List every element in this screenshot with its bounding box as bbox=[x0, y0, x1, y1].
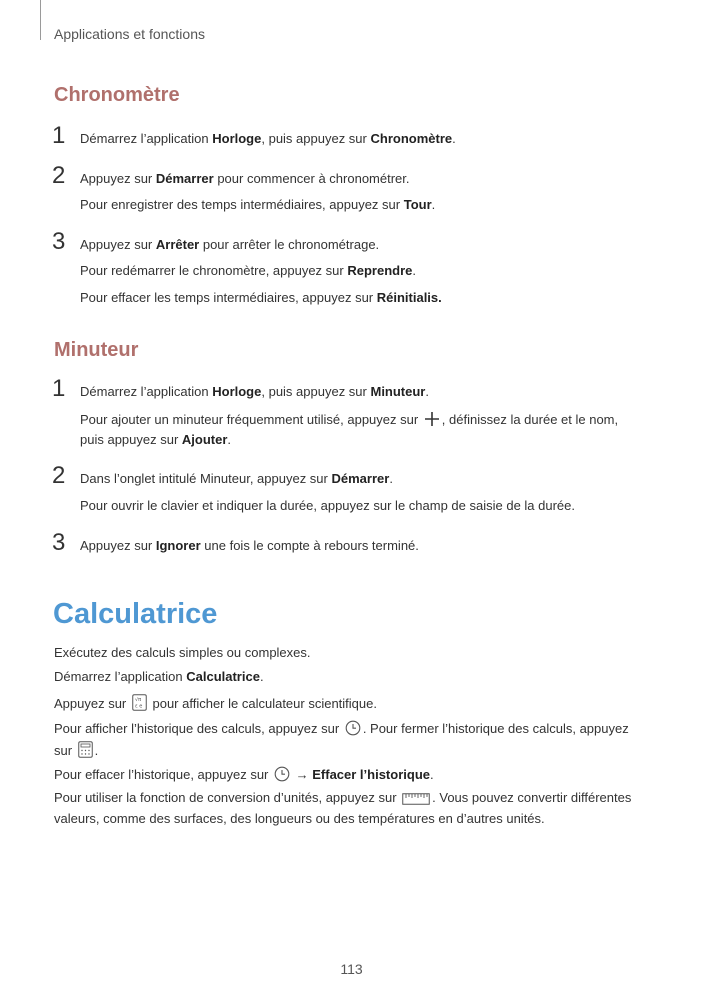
running-header: Applications et fonctions bbox=[54, 26, 205, 42]
step-number: 1 bbox=[52, 122, 66, 149]
step-text: Appuyez sur Ignorer une fois le compte à rebours terminé. bbox=[80, 538, 419, 553]
calc-history-close: sur . bbox=[54, 741, 98, 762]
section-title-calculatrice: Calculatrice bbox=[53, 598, 218, 630]
step-number: 3 bbox=[52, 529, 66, 556]
step-subtext: Pour enregistrer des temps intermédiaires, appuyez sur Tour. bbox=[80, 197, 436, 212]
step-subtext: Pour ajouter un minuteur fréquemment utilisé, appuyez sur , définissez la durée et le nom, bbox=[80, 411, 618, 431]
step-number: 1 bbox=[52, 375, 66, 402]
calc-history: Pour afficher l’historique des calculs, appuyez sur . Pour fermer l’historique des calculs, appuyez bbox=[54, 720, 629, 740]
keypad-icon bbox=[78, 741, 93, 762]
section-title-minuteur: Minuteur bbox=[54, 339, 139, 361]
calc-converter-detail: valeurs, comme des surfaces, des longueurs ou des températures en d’autres unités. bbox=[54, 811, 545, 826]
calc-launch: Démarrez l’application Calculatrice. bbox=[54, 669, 264, 684]
step-subtext: puis appuyez sur Ajouter. bbox=[80, 432, 232, 447]
header-rule bbox=[40, 0, 41, 40]
svg-text:√π: √π bbox=[134, 697, 142, 703]
step-subtext: Pour effacer les temps intermédiaires, appuyez sur Réinitialis. bbox=[80, 290, 442, 305]
history-clock-icon bbox=[345, 720, 361, 740]
page-number: 113 bbox=[340, 961, 363, 977]
step-subtext: Pour ouvrir le clavier et indiquer la durée, appuyez sur le champ de saisie de la durée. bbox=[80, 498, 575, 513]
plus-icon bbox=[424, 411, 440, 431]
step-text: Dans l’onglet intitulé Minuteur, appuyez sur Démarrer. bbox=[80, 471, 393, 486]
step-subtext: Pour redémarrer le chronomètre, appuyez sur Reprendre. bbox=[80, 263, 417, 278]
history-clock-icon bbox=[274, 766, 290, 786]
step-number: 2 bbox=[52, 162, 66, 189]
scientific-calculator-icon bbox=[132, 694, 147, 715]
step-text: Appuyez sur Démarrer pour commencer à chronométrer. bbox=[80, 171, 410, 186]
step-number: 3 bbox=[52, 228, 66, 255]
step-text: Démarrez l’application Horloge, puis appuyez sur Chronomètre. bbox=[80, 131, 456, 146]
svg-text:ε e: ε e bbox=[134, 703, 143, 710]
step-text: Appuyez sur Arrêter pour arrêter le chronométrage. bbox=[80, 237, 380, 252]
calc-clear-history: Pour effacer l’historique, appuyez sur → Effacer l’historique. bbox=[54, 766, 434, 786]
step-number: 2 bbox=[52, 462, 66, 489]
section-title-chronometre: Chronomètre bbox=[54, 84, 180, 106]
calc-intro: Exécutez des calculs simples ou complexes. bbox=[54, 645, 311, 660]
calc-converter: Pour utiliser la fonction de conversion d’unités, appuyez sur . Vous pouvez convertir différentes bbox=[54, 790, 631, 809]
calc-scientific: Appuyez sur √π ε e pour afficher le calculateur scientifique. bbox=[54, 694, 377, 715]
unit-converter-ruler-icon bbox=[402, 793, 430, 809]
step-text: Démarrez l’application Horloge, puis appuyez sur Minuteur. bbox=[80, 384, 429, 399]
